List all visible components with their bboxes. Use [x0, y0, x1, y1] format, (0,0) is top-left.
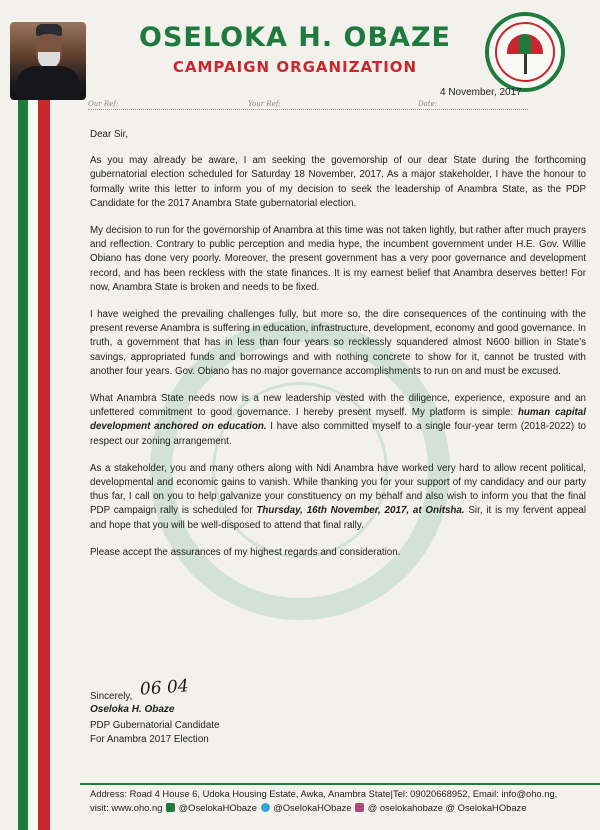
paragraph-3: I have weighed the prevailing challenges fully, but more so, the dire consequences of the continuing with the present reverse Anambra is suffering in education, infrastructure, development, economy and good governance. In truth, a government that has in less than four years so recklessly squandered almost N600 billion in State's savings, appropriated funds and borrowings and with nothing concrete to show for it, cannot be trusted with another four years. Gov. Obiano has no major governance accomplishments to run on and must be excused.: [90, 309, 586, 377]
paragraph-4-text-b: I have also committed myself to a single four-year term (2018-2022) to respect our zoning arrangement.: [90, 421, 586, 447]
paragraph-1: As you may already be aware, I am seeking the governorship of our dear State during the forthcoming gubernatorial election scheduled for Saturday 18 November, 2017. As a major stakeholder, I have the honour to formally write this letter to inform you of my decision to seek the leadership of Anambra State, as the PDP Candidate for the 2017 Anambra State gubernatorial election.: [90, 155, 586, 209]
facebook-icon: [166, 803, 175, 812]
date-label: Date:: [418, 100, 438, 108]
green-stripe: [18, 100, 28, 830]
footer-social: [90, 802, 526, 813]
letter-date: 4 November, 2017: [440, 87, 522, 98]
rally-highlight: Thursday, 16th November, 2017, at Onitsha.: [256, 505, 465, 517]
other-handle[interactable]: @ OselokaHObaze: [445, 802, 527, 813]
twitter-handle[interactable]: @OselokaHObaze: [273, 802, 352, 813]
reference-line: [88, 109, 528, 111]
paragraph-6: Please accept the assurances of my highest regards and consideration.: [90, 546, 401, 558]
paragraph-4-text-a: What Anambra State needs now is a new leadership vested with the diligence, experience, exposure and an unfettered commitment to good governance. I hereby present myself. My platform is simple:: [90, 393, 586, 419]
instagram-icon: [355, 803, 364, 812]
signatory-role: PDP Gubernatorial Candidate: [90, 720, 220, 731]
facebook-handle[interactable]: @OselokaHObaze: [178, 802, 257, 813]
handwritten-signature: 06 04: [139, 676, 190, 700]
your-ref-label: Your Ref:: [248, 100, 281, 108]
salutation: Dear Sir,: [90, 129, 129, 140]
red-stripe: [38, 100, 50, 830]
pdp-umbrella-logo-icon: [485, 12, 565, 92]
paragraph-2: My decision to run for the governorship of Anambra at this time was not taken lightly, but rather after much prayers and reflection. Contrary to public perception and media hype, the incumbent government under H.E. Gov. Willie Obiano has done very poorly. Moreover, the present government has a very poor governance and development record, and has been reckless with the state finances. It is my earnest belief that Anambra deserves better! For now, Anambra State is broken and needs to be fixed.: [90, 225, 586, 293]
footer-divider: [80, 783, 600, 785]
signatory-name: Oseloka H. Obaze: [90, 704, 175, 715]
twitter-icon: [261, 803, 270, 812]
candidate-portrait: [10, 22, 86, 100]
signatory-election: For Anambra 2017 Election: [90, 734, 209, 745]
platform-highlight: human capital development anchored on education.: [90, 407, 586, 433]
paragraph-5-text-b: Sir, it is my fervent appeal and hope that you will be well-disposed to attend that final rally.: [90, 505, 586, 531]
footer-address: Address: Road 4 House 6, Udoka Housing Estate, Awka, Anambra State|Tel: 09020668952, Email: info@oho.ng,: [90, 788, 558, 799]
our-ref-label: Our Ref:: [88, 100, 119, 108]
instagram-handle[interactable]: @ oselokahobaze: [367, 802, 443, 813]
white-stripe: [30, 100, 38, 830]
paragraph-4: [90, 392, 586, 449]
website-link[interactable]: visit: www.oho.ng: [90, 802, 163, 813]
organization-heading: CAMPAIGN ORGANIZATION: [172, 58, 418, 76]
closing: Sincerely,: [90, 691, 133, 702]
letter-body: [90, 128, 586, 573]
paragraph-5: [90, 462, 586, 533]
paragraph-5-text-a: As a stakeholder, you and many others along with Ndi Anambra have worked very hard to allow recent political, developmental and economic gains to vanish. While thanking you for your support of my candidacy and our party thus far, I call on you to help galvanize your constituency on my behalf and also wish to inform you that the final PDP campaign rally is scheduled for: [90, 462, 586, 517]
candidate-name-heading: OSELOKA H. OBAZE: [139, 22, 451, 53]
